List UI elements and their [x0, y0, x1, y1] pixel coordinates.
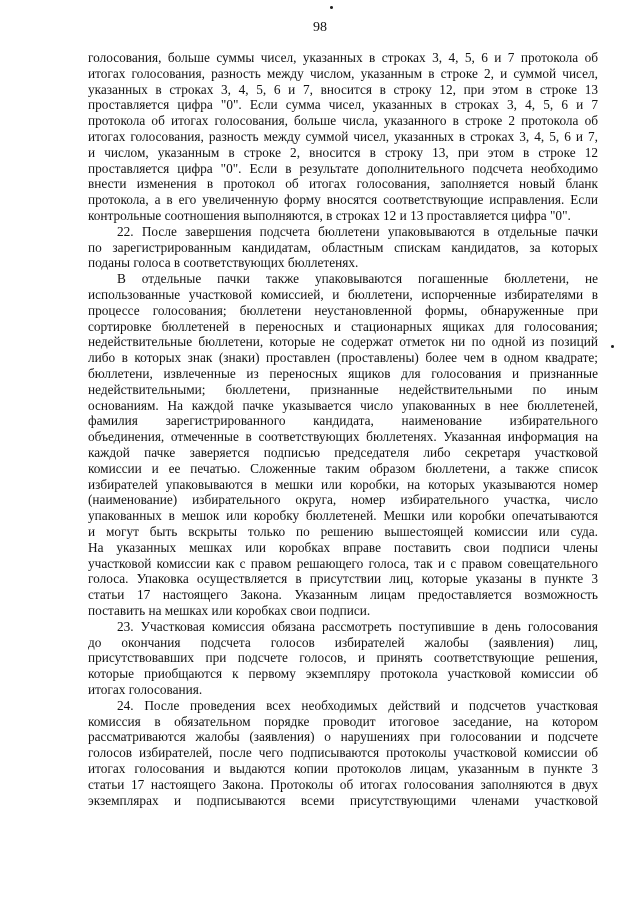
text-line: поданы голоса в соответствующих бюллетенях. [88, 255, 359, 271]
text-line: 22. После завершения подсчета бюллетени упаковываются в отдельные пачки [117, 223, 598, 239]
text-line: протокола, а в его увеличенную форму вносятся соответствующие исправления. Если [88, 192, 598, 208]
text-line: В отдельные пачки также упаковываются погашенные бюллетени, не [117, 271, 598, 287]
text-line: итогах голосования, разность между числом, указанным в строке 2, и суммой чисел, [88, 65, 598, 81]
text-line: избирателей упаковываются в мешки или коробки, на которых указываются номер [88, 476, 598, 492]
page-number: 98 [313, 20, 327, 35]
text-line: статьи 17 настоящего Закона. Указанным лицам предоставляется возможность [88, 587, 598, 603]
text-line: 23. Участковая комиссия обязана рассмотреть поступившие в день голосования [117, 618, 598, 634]
scan-speck [330, 6, 333, 9]
text-line: итогах голосования. [88, 682, 203, 697]
text-line: проставляется цифра "0". Если в результате дополнительного подсчета необходимо [88, 160, 598, 176]
text-line: рассматриваются жалобы (заявления) о нарушениях при голосовании и подсчете [88, 729, 598, 745]
text-line: протокола об итогах голосования, больше числа, указанного в строке 2 протокола об [88, 113, 598, 129]
text-line: голосов избирателей, после чего подписываются протоколы участковой комиссии об [88, 745, 598, 761]
text-line: (наименование) избирательного округа, номер избирательного участка, число [88, 492, 598, 508]
text-line: которые приобщаются к первому экземпляру протокола участковой комиссии об [88, 666, 598, 682]
text-line: 24. После проведения всех необходимых действий и подсчетов участковая [117, 697, 598, 713]
text-line: голоса. Упаковка осуществляется в присутствии лиц, которые указаны в пункте 3 [88, 571, 598, 587]
text-line: до окончания подсчета голосов избирателей жалобы (заявления) лиц, [88, 634, 598, 650]
text-line: участковой комиссии как с правом решающего голоса, так и с правом совещательного [88, 555, 598, 571]
text-line: процессе голосования; бюллетени неустановленной формы, обнаруженные при [88, 302, 598, 318]
text-line: комиссии и ее печатью. Сложенные таким образом бюллетени, а также список [88, 460, 598, 476]
text-line: недействительными; бюллетени, признанные недействительными по иным [88, 381, 598, 397]
text-line: статьи 17 настоящего Закона. Протоколы об итогах голосования заполняются в двух [88, 776, 598, 792]
text-line: недействительные бюллетени, которые не содержат отметок ни по одной из позиций [88, 334, 598, 350]
text-line: На указанных мешках или коробках вправе поставить свои подписи члены [88, 539, 598, 555]
text-line: бюллетени, извлеченные из переносных ящиков для голосования и признанные [88, 366, 598, 381]
text-line: использованные участковой комиссией, и бюллетени, испорченные избирателями в [88, 287, 598, 302]
text-line: итогах голосования, разность между суммой чисел, указанных в строках 3, 4, 5, 6 и 7, [88, 129, 598, 144]
text-line: экземплярах и подписываются всеми присутствующими членами участковой [88, 792, 598, 808]
text-line: комиссия в обязательном порядке проводит итоговое заседание, на котором [88, 713, 598, 729]
text-line: основаниям. На каждой пачке указывается число упакованных в нее бюллетеней, [88, 397, 598, 413]
text-line: указанных в строках 3, 4, 5, 6 и 7, вносится в строку 12, при этом в строке 13 [88, 81, 598, 97]
text-line: сортировке бюллетеней в переносных и стационарных ящиках для голосования; [88, 318, 598, 334]
text-line: проставляется цифра "0". Если сумма чисел, указанных в строках 3, 4, 5, 6 и 7 [88, 97, 598, 113]
text-line: контрольные соотношения выполняются, в строках 12 и 13 проставляется цифра "0". [88, 208, 571, 223]
text-line: присутствовавших при подсчете голосов, и принять соответствующие решения, [88, 650, 598, 666]
text-line: объединения, отмеченные в соответствующих бюллетенях. Указанная информация на [88, 429, 598, 445]
text-line: упакованных в мешок или коробку бюллетеней. Мешки или коробки опечатываются [88, 508, 598, 524]
text-line: голосования, больше суммы чисел, указанных в строках 3, 4, 5, 6 и 7 протокола об [88, 50, 598, 65]
text-line: итогах голосования и выдаются копии протоколов лицам, указанным в пункте 3 [88, 761, 598, 776]
text-line: и числом, указанным в строке 2, вносится в строку 13, при этом в строке 12 [88, 144, 598, 160]
text-line: по зарегистрированным кандидатам, областным спискам кандидатов, за которых [88, 239, 598, 255]
scan-speck [611, 345, 614, 348]
text-line: фамилия зарегистрированного кандидата, наименование избирательного [88, 413, 598, 429]
text-line: либо в которых знак (знаки) проставлен (проставлены) более чем в одном квадрате; [88, 350, 598, 366]
text-line: поставить на мешках или коробках свои подписи. [88, 603, 371, 618]
text-line: каждой пачке заверяется подписью председателя либо секретаря участковой [88, 445, 598, 460]
text-line: внести изменения в протокол об итогах голосования, заполняется новый бланк [88, 176, 598, 192]
text-line: и могут быть вскрыты только по решению вышестоящей комиссии или суда. [88, 524, 598, 539]
